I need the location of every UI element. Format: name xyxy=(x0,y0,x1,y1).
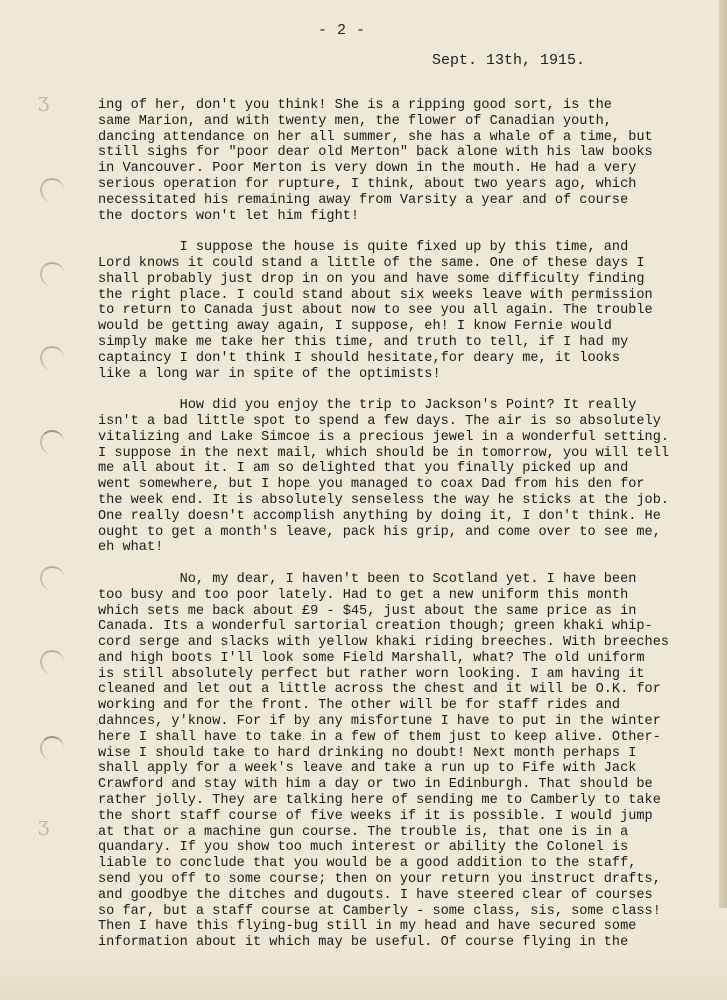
text-line: the right place. I could stand about six weeks leave with permission xyxy=(98,287,653,303)
text-line: so far, but a staff course at Camberly - some class, sis, some class! xyxy=(98,903,661,919)
text-line: and high boots I'll look some Field Marshall, what? The old uniform xyxy=(98,650,645,666)
letter-paragraph xyxy=(98,240,718,382)
text-line: to return to Canada just about now to see you all again. The trouble xyxy=(98,303,653,319)
text-line: which sets me back about £9 - $45, just about the same price as in xyxy=(98,603,637,619)
text-line: send you off to some course; then on your return you instruct drafts, xyxy=(98,872,661,888)
binder-hole-icon xyxy=(40,262,64,286)
text-line: would be getting away again, I suppose, eh! I know Fernie would xyxy=(98,319,612,335)
binder-hole-icon xyxy=(40,346,64,370)
text-line: and goodbye the ditches and dugouts. I have steered clear of courses xyxy=(98,887,653,903)
text-line: here I shall have to take in a few of them just to keep alive. Other- xyxy=(98,729,661,745)
page-edge-shadow xyxy=(719,0,727,1000)
text-line: liable to conclude that you would be a good addition to the staff, xyxy=(98,856,637,872)
text-line: necessitated his remaining away from Varsity a year and of course xyxy=(98,192,629,208)
text-line: me all about it. I am so delighted that you finally picked up and xyxy=(98,461,629,477)
letter-body xyxy=(98,98,718,967)
text-line: the doctors won't let him fight! xyxy=(98,208,360,224)
text-line: shall apply for a week's leave and take a run up to Fife with Jack xyxy=(98,761,637,777)
binder-hole-icon xyxy=(40,430,64,454)
text-line: cord serge and slacks with yellow khaki riding breeches. With breeches xyxy=(98,635,670,651)
text-line: still sighs for "poor dear old Merton" back alone with his law books xyxy=(98,145,653,161)
binder-hole-icon xyxy=(40,178,64,202)
letter-paragraph xyxy=(98,572,718,951)
text-line: Canada. Its a wonderful sartorial creation though; green khaki whip- xyxy=(98,619,653,635)
text-line: same Marion, and with twenty men, the flower of Canadian youth, xyxy=(98,113,612,129)
text-line: shall probably just drop in on you and have some difficulty finding xyxy=(98,271,645,287)
text-line: at that or a machine gun course. The trouble is, that one is in a xyxy=(98,824,629,840)
page-number: - 2 - xyxy=(318,22,366,39)
text-line: eh what! xyxy=(98,540,164,556)
text-line: working and for the front. The other will be for staff rides and xyxy=(98,698,621,714)
text-line: I suppose in the next mail, which should be in tomorrow, you will tell xyxy=(98,445,670,461)
binder-hole-icon xyxy=(40,650,64,674)
text-line: went somewhere, but I hope you managed to coax Dad from his den for xyxy=(98,477,645,493)
text-line: like a long war in spite of the optimists! xyxy=(98,366,441,382)
letter-paragraph xyxy=(98,398,718,556)
text-line: One really doesn't accomplish anything by doing it, I don't think. He xyxy=(98,508,661,524)
text-line: serious operation for rupture, I think, about two years ago, which xyxy=(98,176,637,192)
text-line: ought to get a month's leave, pack his grip, and come over to see me, xyxy=(98,524,661,540)
text-line: Then I have this flying-bug still in my head and have secured some xyxy=(98,919,637,935)
text-line: dahnces, y'know. For if by any misfortune I have to put in the winter xyxy=(98,714,661,730)
text-line: isn't a bad little spot to spend a few days. The air is so absolutely xyxy=(98,413,661,429)
binder-hole-icon xyxy=(40,566,64,590)
text-line: the week end. It is absolutely senseless the way he sticks at the job. xyxy=(98,492,670,508)
binder-hole-mark-icon: ʒ xyxy=(38,812,50,836)
text-line: cleaned and let out a little across the chest and it will be O.K. for xyxy=(98,682,661,698)
text-line: dancing attendance on her all summer, she has a whale of a time, but xyxy=(98,129,653,145)
binder-hole-icon xyxy=(40,736,64,760)
text-line: No, my dear, I haven't been to Scotland yet. I have been xyxy=(98,571,637,587)
letter-paragraph xyxy=(98,98,718,224)
text-line: Crawford and stay with him a day or two in Edinburgh. That should be xyxy=(98,777,653,793)
text-line: quandary. If you show too much interest or ability the Colonel is xyxy=(98,840,629,856)
text-line: vitalizing and Lake Simcoe is a precious jewel in a wonderful setting. xyxy=(98,429,670,445)
letter-date: Sept. 13th, 1915. xyxy=(432,52,586,69)
text-line: the short staff course of five weeks if it is possible. I would jump xyxy=(98,808,653,824)
text-line: I suppose the house is quite fixed up by this time, and xyxy=(98,240,629,256)
text-line: rather jolly. They are talking here of sending me to Camberly to take xyxy=(98,793,661,809)
text-line: How did you enjoy the trip to Jackson's Point? It really xyxy=(98,398,637,414)
text-line: in Vancouver. Poor Merton is very down in the mouth. He had a very xyxy=(98,161,637,177)
text-line: simply make me take her this time, and truth to tell, if I had my xyxy=(98,334,629,350)
binder-hole-mark-icon: ʒ xyxy=(38,88,50,112)
text-line: information about it which may be useful. Of course flying in the xyxy=(98,935,629,951)
text-line: is still absolutely perfect but rather worn looking. I am having it xyxy=(98,666,645,682)
text-line: too busy and too poor lately. Had to get a new uniform this month xyxy=(98,587,629,603)
text-line: wise I should take to hard drinking no doubt! Next month perhaps I xyxy=(98,745,637,761)
text-line: ing of her, don't you think! She is a ripping good sort, is the xyxy=(98,98,612,113)
text-line: Lord knows it could stand a little of the same. One of these days I xyxy=(98,255,645,271)
text-line: captaincy I don't think I should hesitate,for deary me, it looks xyxy=(98,350,621,366)
